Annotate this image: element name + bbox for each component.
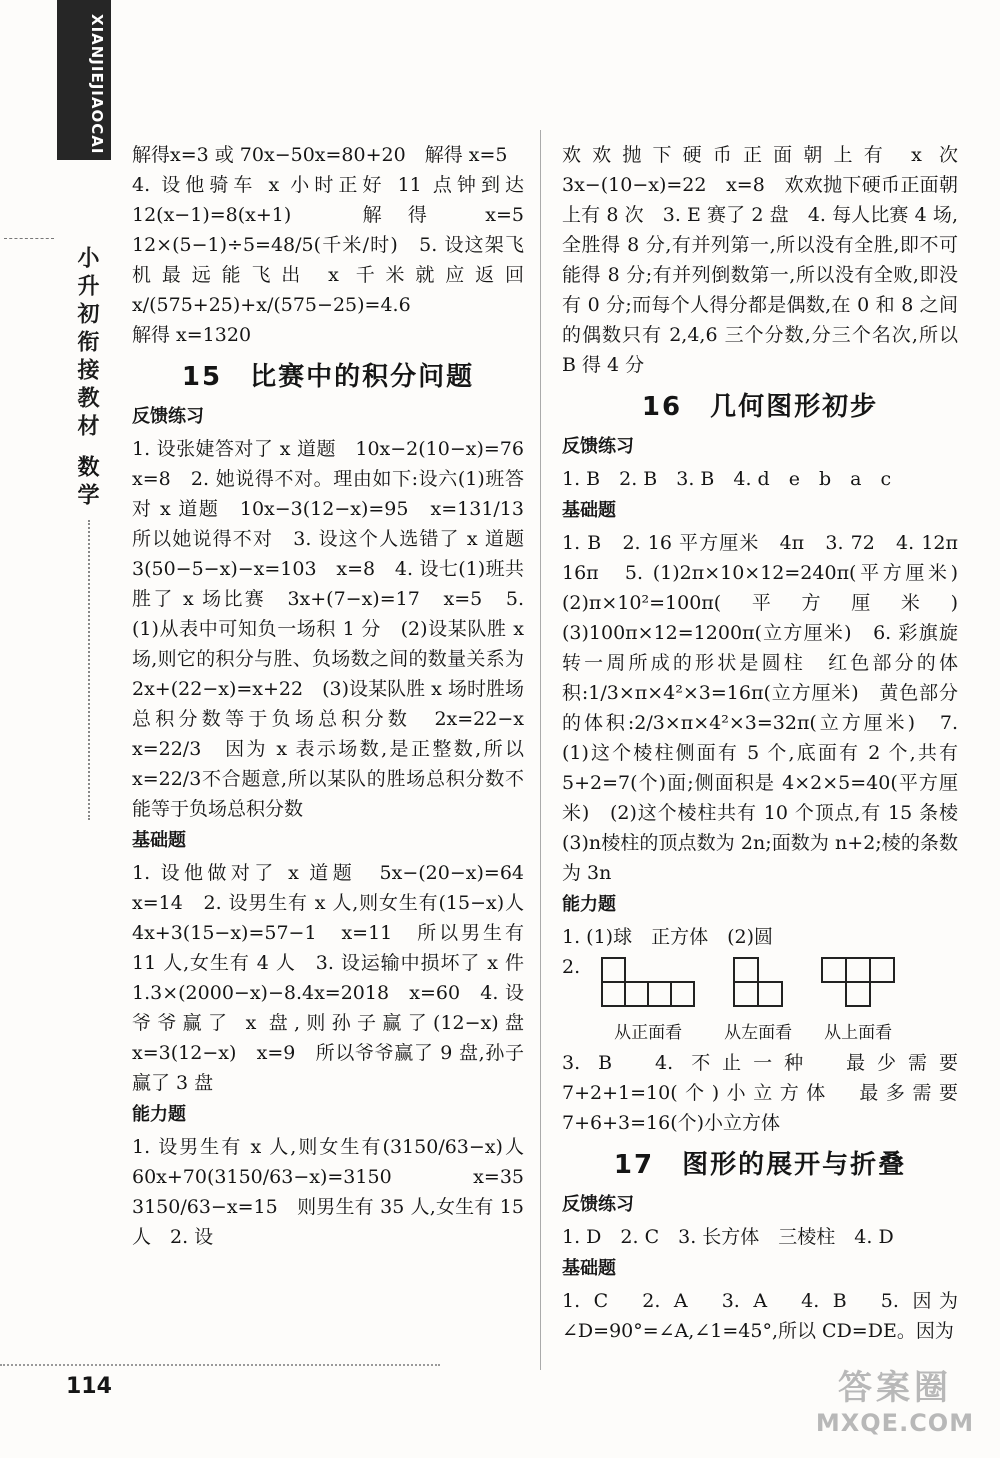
answer-text: 欢欢抛下硬币正面朝上有 x 次 3x−(10−x)=22 x=8 欢欢抛下硬币正面朝上有 8 次 3. E 赛了 2 盘 4. 每人比赛 4 场,全胜得 8 分,有并列第一,所以没有全胜,即不可能得 8 分;有并列倒数第一,所以没有全败,即没有 0 分;而每个人得分都是偶数,在 0 和 8 之间的偶数只有 2,4,6 三个分数,分三个名次,所以 B 得 4 分 bbox=[562, 144, 978, 376]
subsection-heading: 反馈练习 bbox=[132, 406, 204, 427]
answer-text: 1. 设男生有 x 人,则女生有(3150/63−x)人 60x+70(3150/63−x)=3150 x=35 3150/63−x=15 则男生有 35 人,女生有 15 人 2. 设 bbox=[132, 1136, 544, 1248]
answer-text: 1. 设他做对了 x 道题 5x−(20−x)=64 x=14 2. 设男生有 x 人,则女生有(15−x)人 4x+3(15−x)=57−1 x=11 所以男生有 11 人,女生有 4 人 3. 设运输中损坏了 x 件 1.3×(2000−x)−8.4x=2018 x=60 4. 设爷爷赢了 x 盘,则孙子赢了(12−x)盘 x=3(12−x) x=9 所以爷爷赢了 9 盘,孙子赢了 3 盘 bbox=[132, 862, 544, 1094]
subsection-heading: 能力题 bbox=[132, 1104, 186, 1125]
answer-text: 解得x=3 或 70x−50x=80+20 解得 x=5 bbox=[132, 144, 508, 166]
subsection-heading: 反馈练习 bbox=[562, 436, 634, 457]
front-view-diagram bbox=[600, 956, 696, 1008]
watermark-top-text: 答案圈 bbox=[838, 1368, 952, 1408]
top-view-diagram bbox=[820, 956, 896, 1008]
answer-text: 4. 设他骑车 x 小时正好 11 点钟到达 12(x−1)=8(x+1) 解得 x=5 12×(5−1)÷5=48/5(千米/时) 5. 设这架飞机最远能飞出 x 千米就应返回 x/(575+25)+x/(575−25)=4.6 bbox=[132, 174, 544, 316]
bottom-dotted-rule bbox=[0, 1364, 440, 1366]
left-view-diagram bbox=[732, 956, 784, 1008]
section-title: 17 图形的展开与折叠 bbox=[613, 1150, 907, 1180]
spine-dotted-rule bbox=[88, 520, 90, 820]
watermark-logo bbox=[800, 1360, 990, 1450]
subsection-heading: 基础题 bbox=[132, 830, 186, 851]
spine-subject: 数学 bbox=[74, 455, 99, 511]
answer-text: 1. B 2. B 3. B 4. d e b a c bbox=[562, 468, 892, 490]
section-title: 16 几何图形初步 bbox=[641, 392, 879, 422]
subsection-heading: 反馈练习 bbox=[562, 1194, 634, 1215]
subsection-heading: 基础题 bbox=[562, 1258, 616, 1279]
section-title: 15 比赛中的积分问题 bbox=[181, 362, 475, 392]
top-view-figure bbox=[820, 956, 896, 1048]
left-column bbox=[132, 140, 544, 1252]
right-column bbox=[562, 140, 978, 1346]
answer-text: 1. (1)球 正方体 (2)圆 bbox=[562, 926, 773, 948]
answer-text: 3. B 4. 不止一种 最少需要 7+2+1=10(个)小立方体 最多需要 7+6+3=16(个)小立方体 bbox=[562, 1052, 958, 1134]
subsection-heading: 能力题 bbox=[562, 894, 616, 915]
spine-rule bbox=[4, 238, 54, 239]
answer-text: 1. 设张婕答对了 x 道题 10x−2(10−x)=76 x=8 2. 她说得不对。理由如下:设六(1)班答对 x 道题 10x−3(12−x)=95 x=131/13 所以她说得不对 3. 设这个人选错了 x 道题 3(50−5−x)−x=103 x=8 4. 设七(1)班共胜了 x 场比赛 3x+(7−x)=17 x=5 5. (1)从表中可知负一场积 1 分 (2)设某队胜 x 场,则它的积分与胜、负场数之间的数量关系为 2x+(22−x)=x+22 (3)设某队胜 x 场时胜场总积分数等于负场总积分数 2x=22−x x=22/3 因为 x 表示场数,是正整数,所以 x=22/3不合题意,所以某队的胜场总积分数不能等于负场总积分数 bbox=[132, 438, 544, 820]
answer-text: 解得 x=1320 bbox=[132, 324, 252, 346]
left-view-figure bbox=[724, 956, 792, 1048]
view-label: 从正面看 bbox=[614, 1023, 683, 1043]
answer-text: 1. D 2. C 3. 长方体 三棱柱 4. D bbox=[562, 1226, 894, 1248]
page-number: 114 bbox=[66, 1374, 112, 1399]
spine-book-title: 小升初衔接教材 bbox=[74, 246, 99, 442]
view-label: 从上面看 bbox=[824, 1023, 893, 1043]
answer-text: 1. B 2. 16 平方厘米 4π 3. 72 4. 12π 16π 5. (1)2π×10×12=240π(平方厘米) (2)π×10²=100π(平方厘米) (3)100π×12=1200π(立方厘米) 6. 彩旗旋转一周所成的形状是圆柱 红色部分的体积:1/3×π×4²×3=16π(立方厘米) 黄色部分的体积:2/3×π×4²×3=32π(立方厘米) 7. (1)这个棱柱侧面有 5 个,底面有 2 个,共有 5+2=7(个)面;侧面积是 4×2×5=40(平方厘米) (2)这个棱柱共有 10 个顶点,有 15 条棱 (3)n棱柱的顶点数为 2n;面数为 n+2;棱的条数为 3n bbox=[562, 532, 978, 884]
item-number: 2. bbox=[562, 956, 581, 978]
watermark-url-text: MXQE.COM bbox=[815, 1409, 975, 1437]
spine-label: XIANJIEJIAOCAI bbox=[88, 14, 106, 155]
front-view-figure bbox=[600, 956, 696, 1048]
answer-text: 1. C 2. A 3. A 4. B 5. 因为∠D=90°=∠A,∠1=45°,所以 CD=DE。因为 bbox=[562, 1290, 958, 1342]
subsection-heading: 基础题 bbox=[562, 500, 616, 521]
view-label: 从左面看 bbox=[724, 1023, 793, 1043]
